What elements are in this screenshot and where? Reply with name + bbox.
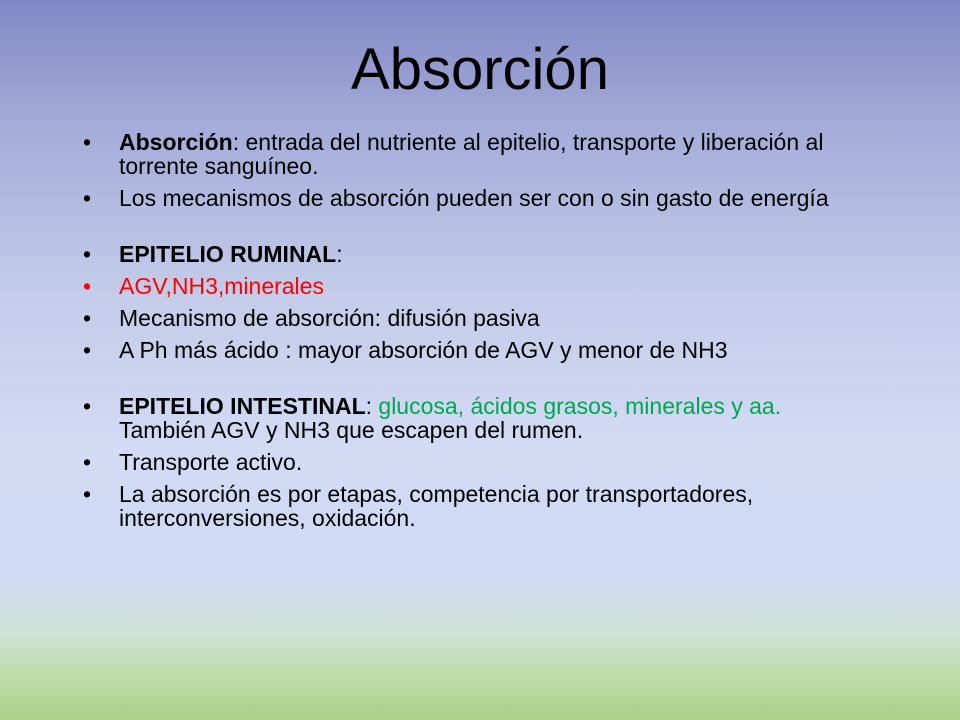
bullet-text: Mecanismo de absorción: difusión pasiva	[119, 305, 540, 331]
bullet-item-ph-acido	[83, 338, 863, 362]
bullet-text: También AGV y NH3 que escapen del rumen.	[119, 417, 584, 443]
heading-colon: :	[365, 393, 379, 419]
bullet-item-etapas	[83, 482, 863, 530]
heading-epitelio-intestinal: EPITELIO INTESTINAL	[119, 393, 366, 419]
bullet-item-absorcion-definition	[83, 130, 863, 178]
bullet-marker: •	[83, 337, 92, 363]
bullet-marker: •	[83, 129, 92, 155]
heading-epitelio-ruminal: EPITELIO RUMINAL	[119, 241, 337, 267]
bullet-marker: •	[83, 449, 92, 475]
bullet-text: Los mecanismos de absorción pueden ser con o sin gasto de energía	[119, 185, 829, 211]
bullet-item-transporte-activo	[83, 450, 863, 474]
bullet-item-agv-nh3-minerales	[83, 274, 863, 298]
bullet-text: La absorción es por etapas, competencia por transportadores, interconversiones, oxidación.	[119, 481, 754, 531]
bullet-list	[83, 130, 863, 538]
slide-title: Absorción	[351, 37, 609, 102]
heading-colon: :	[336, 241, 343, 267]
bullet-marker: •	[83, 393, 92, 419]
bullet-text: AGV,NH3,minerales	[119, 273, 324, 299]
bullet-item-epitelio-ruminal	[83, 242, 863, 266]
bullet-marker: •	[83, 185, 92, 211]
bullet-item-difusion-pasiva	[83, 306, 863, 330]
bullet-text: A Ph más ácido : mayor absorción de AGV y menor de NH3	[119, 337, 728, 363]
bullet-text: Transporte activo.	[119, 449, 303, 475]
term-absorcion: Absorción	[119, 129, 233, 155]
bullet-marker: •	[83, 241, 92, 267]
bullet-marker: •	[83, 273, 92, 299]
bullet-item-epitelio-intestinal	[83, 394, 863, 442]
bullet-marker: •	[83, 481, 92, 507]
nutrient-list-green: glucosa, ácidos grasos, minerales y aa.	[378, 393, 782, 419]
bullet-item-mechanisms	[83, 186, 863, 210]
definition-text: : entrada del nutriente al epitelio, transporte y liberación al torrente sanguíneo.	[119, 129, 824, 179]
bullet-marker: •	[83, 305, 92, 331]
